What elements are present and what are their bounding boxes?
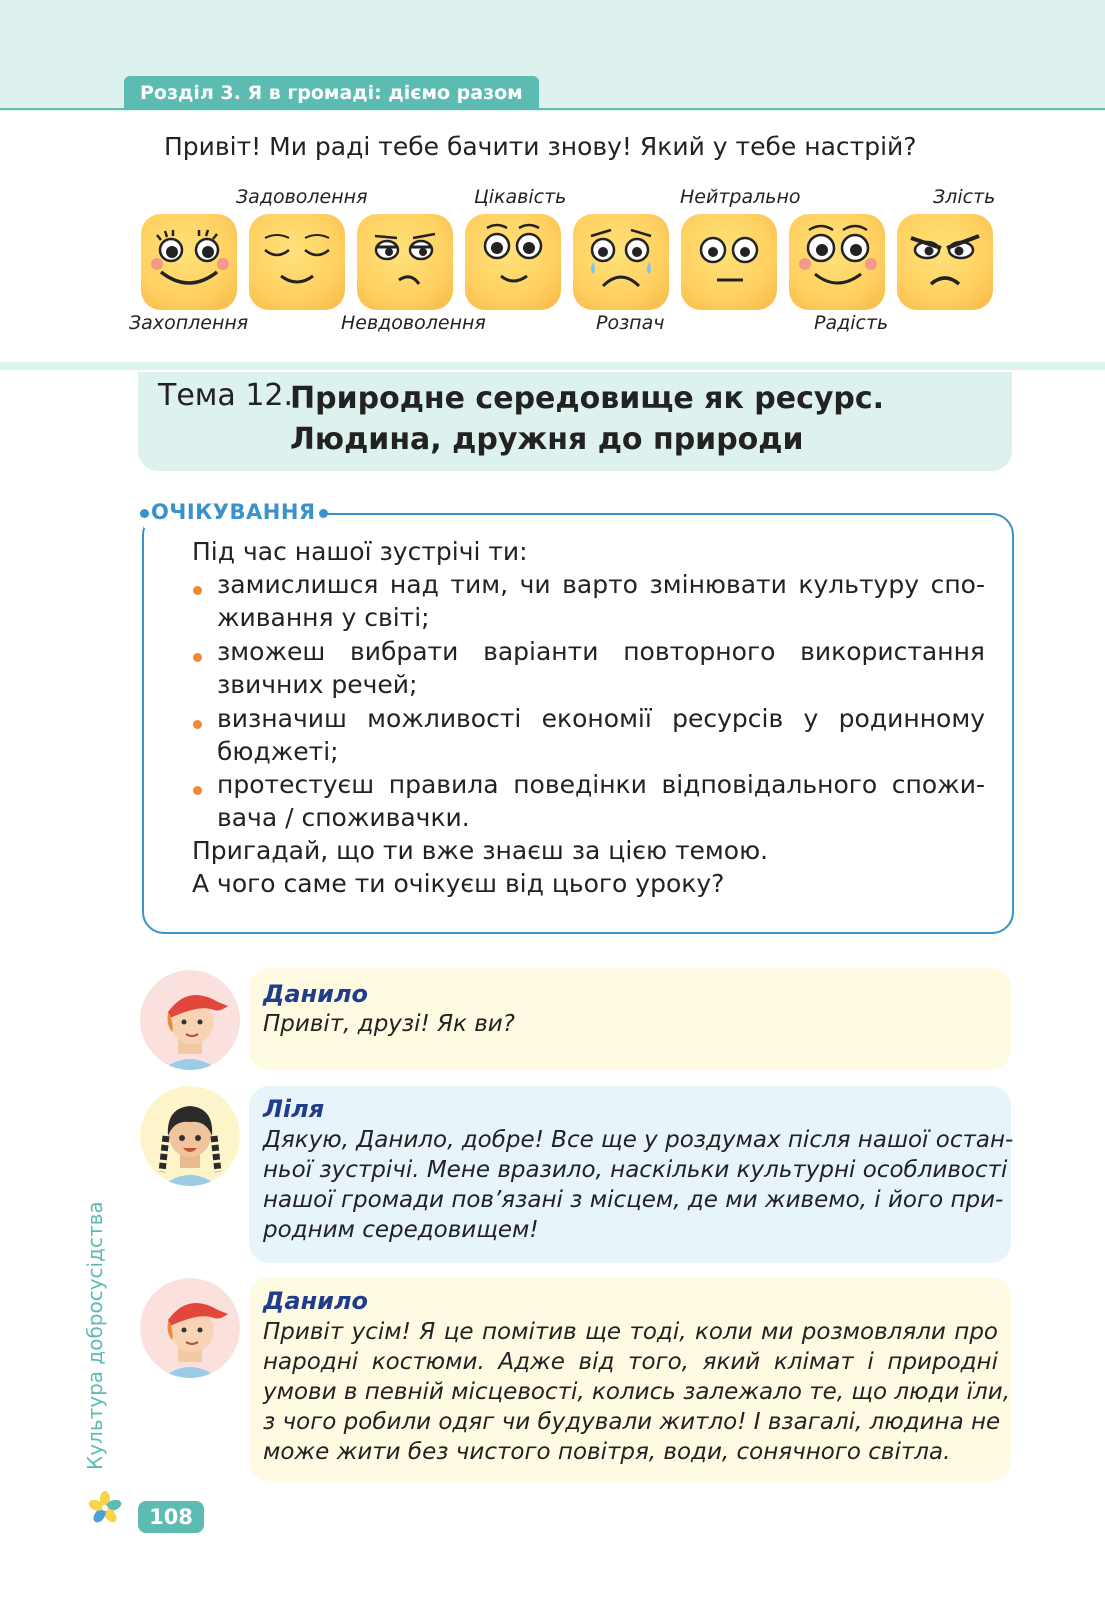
word: відповідального [661,770,878,799]
expectation-item-2-line2: звичних речей; [217,670,418,699]
word: ресурсів [672,704,784,733]
word: спожи- [891,770,985,799]
word: використання [800,637,985,666]
word: тим, [450,570,509,599]
topic-title-line2: Людина, дружня до природи [290,422,804,457]
speaker-name: Ліля [263,1095,325,1123]
dialogue-line: нашої громади пов’язані з місцем, де ми живемо, і його при- [263,1187,1004,1213]
word: визначиш [217,704,347,733]
dialogue-line: народні костюми. Адже від того, який клімат і природні [263,1349,998,1375]
curious-face-icon[interactable] [465,214,561,310]
dialogue-line: Привіт усім! Я це помітив ще тоді, коли ми розмовляли про [263,1319,998,1345]
bullet-dot [193,720,202,729]
word: правила [388,770,499,799]
dialogue-text-2 [263,1125,1014,1245]
dialogue-line: ньої зустрічі. Мене вразило, наскільки культурні особливості [263,1157,1008,1183]
speaker-name: Данило [263,1287,369,1315]
word: культуру [798,570,920,599]
bullet-dot [193,786,202,795]
greeting-text: Привіт! Ми раді тебе бачити знову! Який у тебе настрій? [164,132,917,161]
word: поведінки [513,770,647,799]
chapter-tag: Розділ 3. Я в громаді: діємо разом [124,76,539,110]
side-section-title: Культура добросусідства [83,1201,107,1470]
boy-avatar [140,970,240,1070]
word: повторного [623,637,776,666]
topic-title [290,378,884,460]
heading-dot-left [140,509,149,518]
expectation-item-1-line2: живання у світі; [217,603,430,632]
word: замислишся [217,570,379,599]
word: варто [562,570,638,599]
expectations-recall: Пригадай, що ти вже знаєш за цією темою. [192,836,769,865]
word: родинному [838,704,985,733]
emotions-divider [0,362,1105,370]
expectations-heading: ОЧІКУВАННЯ [151,500,316,524]
heading-dot-right [319,509,328,518]
emotion-label-angry: Злість [933,186,996,208]
expectations-intro: Під час нашої зустрічі ти: [192,537,528,566]
dialogue-line: з чого робили одяг чи будували житло! І взагалі, людина не [263,1409,1001,1435]
displeased-face-icon[interactable] [357,214,453,310]
emotion-label-content: Задоволення [236,186,368,208]
word: можливості [367,704,522,733]
excited-face-icon[interactable] [141,214,237,310]
emotion-label-joy: Радість [814,312,889,334]
dialogue-line: родним середовищем! [263,1217,539,1243]
word: спо- [930,570,985,599]
word: економії [541,704,652,733]
topic-number: Тема 12. [158,378,294,413]
expectation-item-4-line2: вача / споживачки. [217,803,470,832]
page-number: 108 [138,1501,204,1533]
dialogue-line: Привіт, друзі! Як ви? [263,1011,515,1037]
dialogue-line: Дякую, Данило, добре! Все ще у роздумах після нашої остан- [263,1127,1014,1153]
emotion-label-displeased: Невдоволення [341,312,486,334]
expectation-item-4-line1 [217,770,985,799]
speaker-name: Данило [263,980,369,1008]
expectation-item-1-line1 [217,570,985,599]
word: змінювати [649,570,787,599]
word: вибрати [349,637,459,666]
topic-title-line1: Природне середовище як ресурс. [290,381,885,416]
bullet-dot [193,653,202,662]
dialogue-text-1 [263,1009,998,1039]
content-face-icon[interactable] [249,214,345,310]
expectation-item-2-line1 [217,637,985,666]
word: чи [519,570,551,599]
expectations-question: А чого саме ти очікуєш від цього уроку? [192,869,725,898]
dialogue-line: умови в певній місцевості, колись залежало те, що люди їли, [263,1379,1011,1405]
word: зможеш [217,637,326,666]
joy-face-icon[interactable] [789,214,885,310]
despair-face-icon[interactable] [573,214,669,310]
emotion-label-neutral: Нейтрально [680,186,801,208]
word: протестуєш [217,770,375,799]
expectation-item-3-line1 [217,704,985,733]
dialogue-line: може жити без чистого повітря, води, сонячного світла. [263,1439,951,1465]
word: у [803,704,819,733]
boy-avatar [140,1278,240,1378]
angry-face-icon[interactable] [897,214,993,310]
emotion-label-curious: Цікавість [474,186,567,208]
emotion-label-despair: Розпач [596,312,665,334]
girl-avatar [140,1086,240,1186]
flower-icon [88,1491,122,1525]
emotion-label-excited: Захоплення [129,312,249,334]
word: варіанти [483,637,599,666]
bullet-dot [193,586,202,595]
neutral-face-icon[interactable] [681,214,777,310]
word: над [389,570,439,599]
dialogue-text-3 [263,1317,1011,1467]
emotion-scale [0,0,1105,360]
expectation-item-3-line2: бюджеті; [217,737,339,766]
